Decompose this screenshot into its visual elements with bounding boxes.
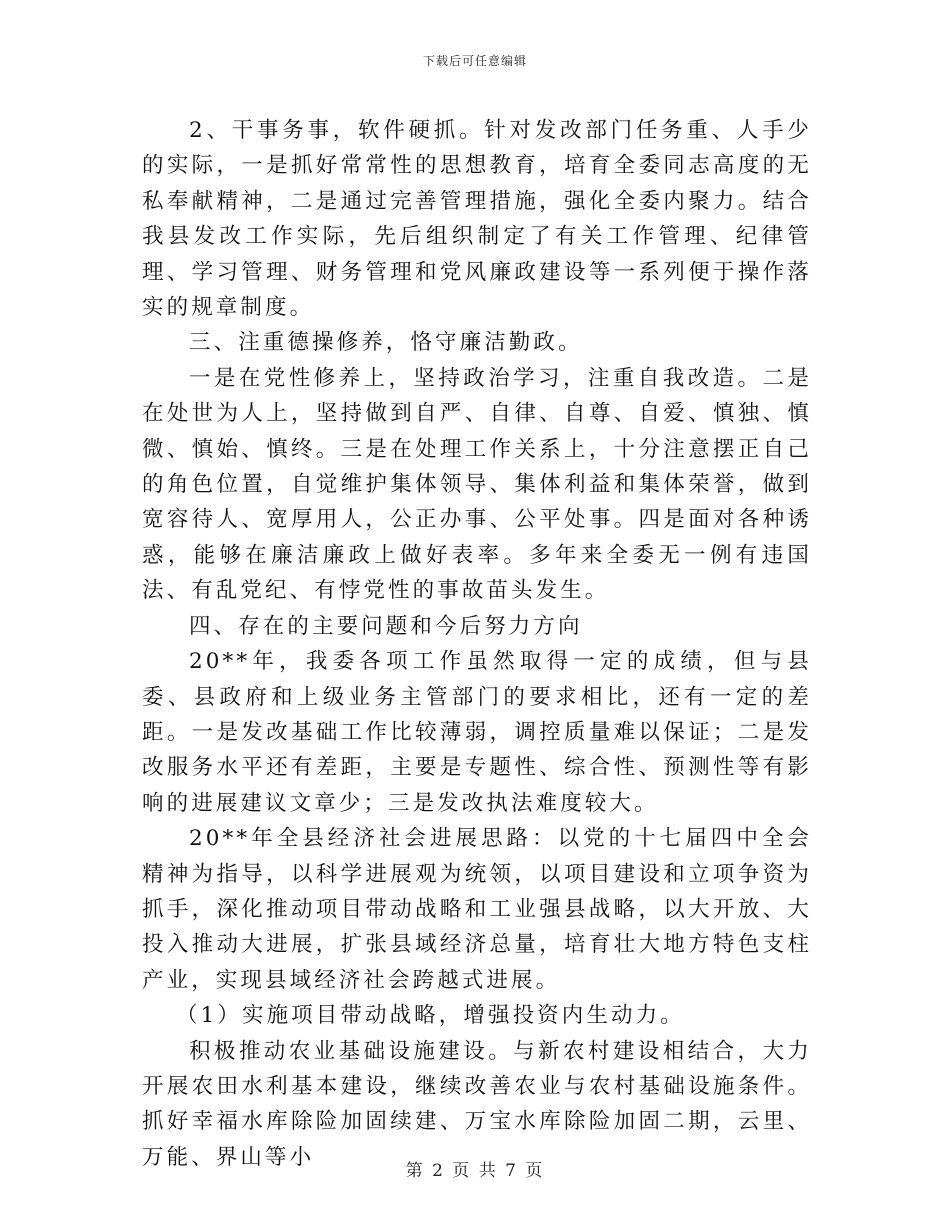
document-body xyxy=(142,113,812,1175)
paragraph-agriculture-infrastructure: 积极推动农业基础设施建设。与新农村建设相结合，大力开展农田水利基本建设，继续改善农业与农村基础设施条件。抓好幸福水库除险加固续建、万宝水库除险加固二期，云里、万能、界山等小 xyxy=(142,1038,812,1170)
section-heading-integrity: 三、注重德操修养，恪守廉洁勤政。 xyxy=(189,330,583,356)
paragraph-party-cultivation: 一是在党性修养上，坚持政治学习，注重自我改造。二是在处世为人上，坚持做到自严、自律、自尊、自爱、慎独、慎微、慎始、慎终。三是在处理工作关系上，十分注意摆正自己的角色位置，自觉维护集体领导、集体利益和集体荣誉，做到宽容待人、宽厚用人，公正办事、公平处事。四是面对各种诱惑，能够在廉洁廉政上做好表率。多年来全委无一例有违国法、有乱党纪、有悖党性的事故苗头发生。 xyxy=(142,365,812,604)
section-heading-problems: 四、存在的主要问题和今后努力方向 xyxy=(189,613,583,639)
page-number-footer: 第 2 页 共 7 页 xyxy=(405,1161,545,1181)
paragraph-software-management: 2、干事务事，软件硬抓。针对发改部门任务重、人手少的实际，一是抓好常常性的思想教育，培育全委同志高度的无私奉献精神，二是通过完善管理措施，强化全委内聚力。结合我县发改工作实际，先后组织制定了有关工作管理、纪律管理、学习管理、财务管理和党风廉政建设等一系列便于操作落实的规章制度。 xyxy=(142,118,812,321)
paragraph-problems: 20**年，我委各项工作虽然取得一定的成绩，但与县委、县政府和上级业务主管部门的要求相比，还有一定的差距。一是发改基础工作比较薄弱，调控质量难以保证；二是发改服务水平还有差距，主要是专题性、综合性、预测性等有影响的进展建议文章少；三是发改执法难度较大。 xyxy=(142,649,812,816)
subheading-project-strategy: （1）实施项目带动战略，增强投资内生动力。 xyxy=(176,1003,685,1029)
paragraph-development-plan: 20**年全县经济社会进展思路：以党的十七届四中全会精神为指导，以科学进展观为统领，以项目建设和立项争资为抓手，深化推动项目带动战略和工业强县战略，以大开放、大投入推动大进展，扩张县域经济总量，培育壮大地方特色支柱产业，实现县域经济社会跨越式进展。 xyxy=(142,826,812,993)
page-header: 下载后可任意编辑 xyxy=(422,54,527,68)
